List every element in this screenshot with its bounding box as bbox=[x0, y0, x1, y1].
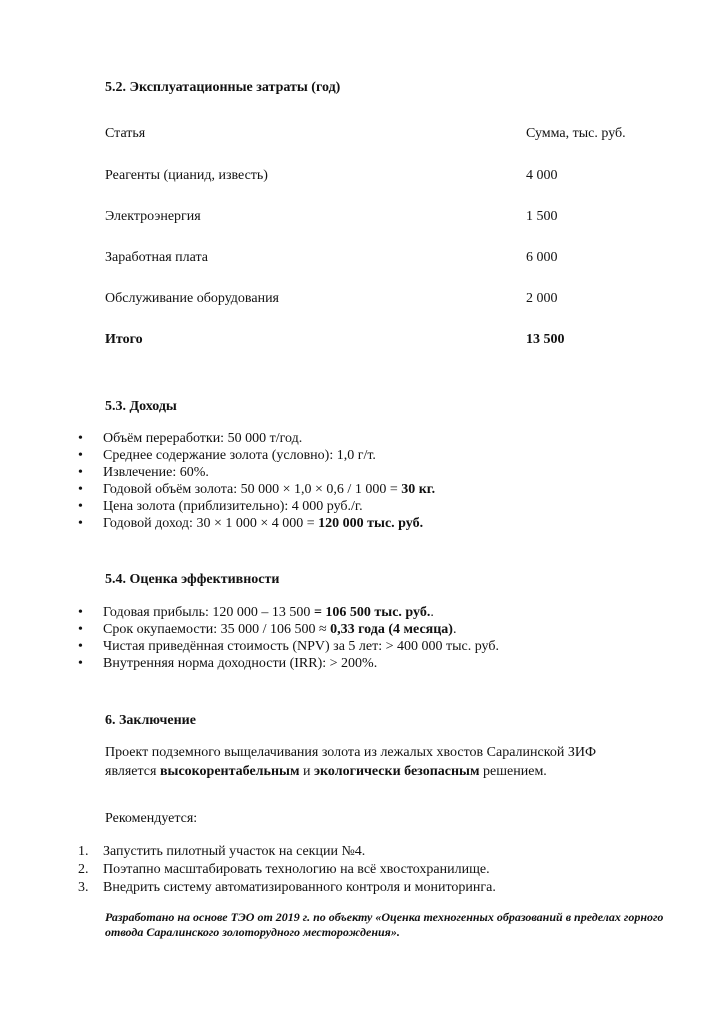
table-header-item: Статья bbox=[105, 126, 146, 141]
section-5-4-heading: 5.4. Оценка эффективности bbox=[105, 572, 280, 587]
list-item: • Годовой объём золота: 50 000 × 1,0 × 0,6 / 1 000 = 30 кг. bbox=[78, 482, 436, 497]
recommend-label: Рекомендуется: bbox=[105, 811, 198, 826]
table-row-sum: 6 000 bbox=[526, 250, 558, 265]
conclusion-line-2: является высокорентабельным и экологически безопасным решением. bbox=[105, 764, 547, 779]
list-number: 1. bbox=[78, 844, 89, 859]
list-item: • Объём переработки: 50 000 т/год. bbox=[78, 431, 303, 446]
section-6-heading: 6. Заключение bbox=[105, 713, 196, 728]
list-item: • Среднее содержание золота (условно): 1,0 г/т. bbox=[78, 448, 376, 463]
table-row-item: Электроэнергия bbox=[105, 209, 201, 224]
list-item: • Годовой доход: 30 × 1 000 × 4 000 = 120 000 тыс. руб. bbox=[78, 516, 424, 531]
list-item: 1. Запустить пилотный участок на секции №4. bbox=[78, 844, 366, 859]
table-row-item: Реагенты (цианид, известь) bbox=[105, 168, 268, 183]
bullet-marker: • bbox=[78, 482, 83, 497]
list-item: • Срок окупаемости: 35 000 / 106 500 ≈ 0,33 года (4 месяца). bbox=[78, 622, 457, 637]
table-total-sum: 13 500 bbox=[526, 332, 565, 347]
bullet-marker: • bbox=[78, 639, 83, 654]
list-item: • Извлечение: 60%. bbox=[78, 465, 209, 480]
table-row-sum: 2 000 bbox=[526, 291, 558, 306]
bullet-marker: • bbox=[78, 448, 83, 463]
conclusion-line-1: Проект подземного выщелачивания золота из лежалых хвостов Саралинской ЗИФ bbox=[105, 745, 597, 760]
bullet-marker: • bbox=[78, 499, 83, 514]
section-5-3-heading: 5.3. Доходы bbox=[105, 399, 177, 414]
list-number: 3. bbox=[78, 880, 89, 895]
bullet-marker: • bbox=[78, 431, 83, 446]
table-row-item: Заработная плата bbox=[105, 250, 208, 265]
table-row-sum: 4 000 bbox=[526, 168, 558, 183]
list-number: 2. bbox=[78, 862, 89, 877]
bullet-marker: • bbox=[78, 656, 83, 671]
list-item: • Чистая приведённая стоимость (NPV) за 5 лет: > 400 000 тыс. руб. bbox=[78, 639, 499, 654]
list-item: 3. Внедрить систему автоматизированного контроля и мониторинга. bbox=[78, 880, 496, 895]
list-item: • Цена золота (приблизительно): 4 000 руб./г. bbox=[78, 499, 363, 514]
bullet-marker: • bbox=[78, 622, 83, 637]
table-row-item: Обслуживание оборудования bbox=[105, 291, 279, 306]
list-item: 2. Поэтапно масштабировать технологию на всё хвостохранилище. bbox=[78, 862, 490, 877]
footer-note: Разработано на основе ТЭО от 2019 г. по объекту «Оценка техногенных образований в пределах горного отвода Саралинского золоторудного месторождения». bbox=[105, 910, 664, 939]
section-5-2-heading: 5.2. Эксплуатационные затраты (год) bbox=[105, 80, 341, 95]
list-item: • Внутренняя норма доходности (IRR): > 200%. bbox=[78, 656, 378, 671]
list-item: • Годовая прибыль: 120 000 – 13 500 = 106 500 тыс. руб.. bbox=[78, 605, 434, 620]
bullet-marker: • bbox=[78, 465, 83, 480]
bullet-marker: • bbox=[78, 516, 83, 531]
table-header-sum: Сумма, тыс. руб. bbox=[526, 126, 626, 141]
bullet-marker: • bbox=[78, 605, 83, 620]
table-total-label: Итого bbox=[105, 332, 143, 347]
table-row-sum: 1 500 bbox=[526, 209, 558, 224]
